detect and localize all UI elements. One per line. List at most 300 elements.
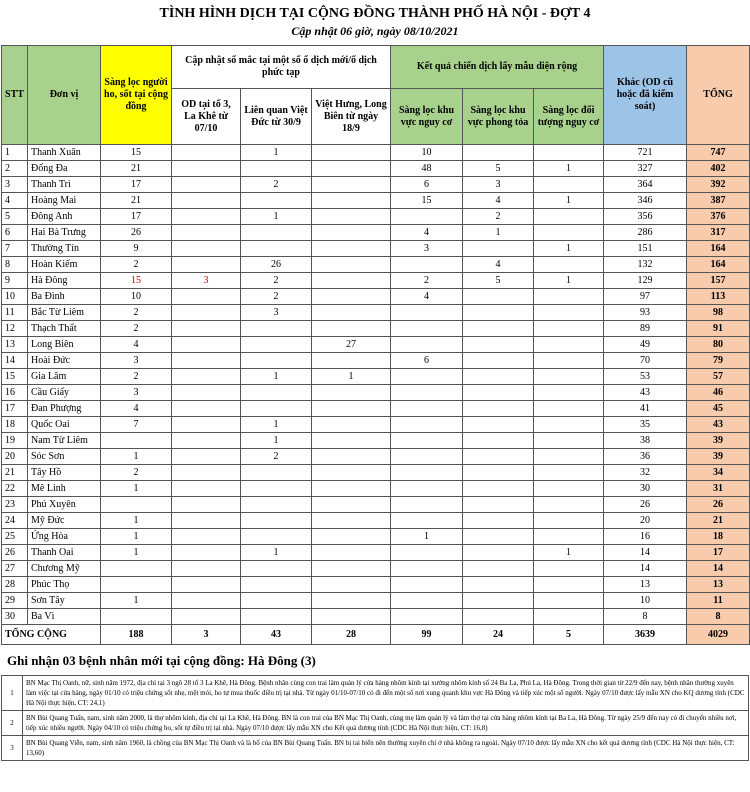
cell-unit: Đống Đa <box>28 161 101 177</box>
cell-campaign3 <box>534 449 604 465</box>
cell-screening <box>101 561 172 577</box>
cell-cluster2 <box>241 609 312 625</box>
report-subtitle: Cập nhật 06 giờ, ngày 08/10/2021 <box>291 24 459 38</box>
cell-total: 21 <box>687 513 750 529</box>
cell-campaign1 <box>391 481 463 497</box>
cell-campaign1 <box>391 369 463 385</box>
cell-total: 45 <box>687 401 750 417</box>
cell-other: 41 <box>604 401 687 417</box>
cell-other: 286 <box>604 225 687 241</box>
cell-cluster1 <box>172 305 241 321</box>
cell-campaign1: 48 <box>391 161 463 177</box>
cell-cluster1 <box>172 433 241 449</box>
cell-total: 392 <box>687 177 750 193</box>
cell-total: 8 <box>687 609 750 625</box>
note-number: 1 <box>2 676 23 711</box>
cell-campaign2 <box>463 321 534 337</box>
table-row <box>2 497 750 513</box>
cell-screening: 9 <box>101 241 172 257</box>
cell-cluster2 <box>241 321 312 337</box>
cell-screening: 26 <box>101 225 172 241</box>
cell-total: 18 <box>687 529 750 545</box>
cell-cluster1 <box>172 145 241 161</box>
cell-other: 346 <box>604 193 687 209</box>
table-body <box>2 145 750 625</box>
cell-campaign3 <box>534 225 604 241</box>
cell-cluster1 <box>172 449 241 465</box>
cell-unit: Ứng Hòa <box>28 529 101 545</box>
cell-campaign1: 2 <box>391 273 463 289</box>
cell-campaign1 <box>391 609 463 625</box>
cell-campaign3: 1 <box>534 241 604 257</box>
cell-campaign2 <box>463 497 534 513</box>
cell-stt: 24 <box>2 513 28 529</box>
cell-campaign1 <box>391 449 463 465</box>
cell-other: 97 <box>604 289 687 305</box>
cell-screening <box>101 497 172 513</box>
cell-campaign3 <box>534 177 604 193</box>
cell-unit: Thạch Thất <box>28 321 101 337</box>
cell-other: 14 <box>604 561 687 577</box>
totals-cluster2: 43 <box>241 625 312 645</box>
cell-stt: 4 <box>2 193 28 209</box>
cell-cluster3 <box>312 593 391 609</box>
cell-campaign2 <box>463 337 534 353</box>
cell-stt: 30 <box>2 609 28 625</box>
cell-screening: 3 <box>101 385 172 401</box>
cell-campaign2 <box>463 369 534 385</box>
cell-unit: Hoài Đức <box>28 353 101 369</box>
cell-campaign2 <box>463 401 534 417</box>
cell-other: 49 <box>604 337 687 353</box>
cell-cluster1 <box>172 337 241 353</box>
cell-cluster3 <box>312 465 391 481</box>
cell-stt: 6 <box>2 225 28 241</box>
cell-unit: Hà Đông <box>28 273 101 289</box>
totals-label: TỔNG CỘNG <box>2 625 101 645</box>
cell-unit: Đan Phượng <box>28 401 101 417</box>
cell-stt: 23 <box>2 497 28 513</box>
cell-screening: 2 <box>101 305 172 321</box>
table-row <box>2 337 750 353</box>
cell-campaign2: 5 <box>463 161 534 177</box>
cell-campaign2 <box>463 289 534 305</box>
cell-unit: Gia Lâm <box>28 369 101 385</box>
table-row <box>2 401 750 417</box>
cell-cluster1 <box>172 385 241 401</box>
table-row <box>2 369 750 385</box>
cell-cluster2 <box>241 241 312 257</box>
cell-unit: Bắc Từ Liêm <box>28 305 101 321</box>
cell-cluster3 <box>312 481 391 497</box>
cell-campaign2 <box>463 417 534 433</box>
cell-unit: Nam Từ Liêm <box>28 433 101 449</box>
cell-cluster2: 2 <box>241 273 312 289</box>
cell-cluster2: 1 <box>241 417 312 433</box>
cell-other: 38 <box>604 433 687 449</box>
cell-cluster1 <box>172 481 241 497</box>
cell-cluster1 <box>172 225 241 241</box>
cell-campaign2 <box>463 305 534 321</box>
cell-cluster3 <box>312 321 391 337</box>
cell-cluster3 <box>312 561 391 577</box>
cell-stt: 19 <box>2 433 28 449</box>
cell-total: 13 <box>687 577 750 593</box>
header-stt: STT <box>2 46 28 145</box>
cell-campaign1: 3 <box>391 241 463 257</box>
table-row <box>2 225 750 241</box>
cell-screening: 1 <box>101 593 172 609</box>
cell-total: 57 <box>687 369 750 385</box>
cell-total: 402 <box>687 161 750 177</box>
cell-campaign3 <box>534 257 604 273</box>
cell-campaign2 <box>463 465 534 481</box>
table-row <box>2 433 750 449</box>
cell-unit: Đông Anh <box>28 209 101 225</box>
cell-other: 14 <box>604 545 687 561</box>
table-row <box>2 241 750 257</box>
cell-campaign2: 2 <box>463 209 534 225</box>
cell-total: 43 <box>687 417 750 433</box>
cell-unit: Thanh Trì <box>28 177 101 193</box>
cell-campaign3 <box>534 561 604 577</box>
cell-unit: Mê Linh <box>28 481 101 497</box>
cell-campaign2 <box>463 561 534 577</box>
table-row <box>2 321 750 337</box>
header-cluster-viet-hung: Việt Hưng, Long Biên từ ngày 18/9 <box>312 89 391 145</box>
cell-other: 8 <box>604 609 687 625</box>
note-row <box>2 711 749 736</box>
cell-campaign3 <box>534 401 604 417</box>
cell-stt: 7 <box>2 241 28 257</box>
header-unit: Đơn vị <box>28 46 101 145</box>
cell-stt: 9 <box>2 273 28 289</box>
header-cluster-viet-duc: Liên quan Việt Đức từ 30/9 <box>241 89 312 145</box>
cell-cluster3 <box>312 161 391 177</box>
totals-campaign2: 24 <box>463 625 534 645</box>
cell-campaign1 <box>391 577 463 593</box>
cell-stt: 13 <box>2 337 28 353</box>
cell-cluster2 <box>241 497 312 513</box>
header-cluster-la-khe: OD tại tổ 3, La Khê từ 07/10 <box>172 89 241 145</box>
cell-total: 98 <box>687 305 750 321</box>
cell-cluster2: 26 <box>241 257 312 273</box>
cell-unit: Ba Đình <box>28 289 101 305</box>
table-row <box>2 417 750 433</box>
cell-other: 129 <box>604 273 687 289</box>
cell-campaign1 <box>391 417 463 433</box>
totals-screening: 188 <box>101 625 172 645</box>
table-row <box>2 209 750 225</box>
cell-cluster2 <box>241 465 312 481</box>
totals-cluster3: 28 <box>312 625 391 645</box>
cell-campaign3 <box>534 609 604 625</box>
cell-cluster3 <box>312 193 391 209</box>
cell-cluster1 <box>172 529 241 545</box>
cell-campaign1 <box>391 513 463 529</box>
table-row <box>2 289 750 305</box>
cell-total: 387 <box>687 193 750 209</box>
cell-unit: Chương Mỹ <box>28 561 101 577</box>
cell-campaign3 <box>534 481 604 497</box>
cell-campaign3 <box>534 465 604 481</box>
cell-total: 11 <box>687 593 750 609</box>
notes-table <box>1 675 749 761</box>
cell-other: 16 <box>604 529 687 545</box>
cell-cluster2: 1 <box>241 545 312 561</box>
cell-cluster1 <box>172 401 241 417</box>
cell-campaign3 <box>534 353 604 369</box>
cell-cluster2 <box>241 385 312 401</box>
cell-campaign2 <box>463 145 534 161</box>
cell-cluster2 <box>241 225 312 241</box>
cell-cluster2 <box>241 529 312 545</box>
cell-stt: 17 <box>2 401 28 417</box>
cell-campaign3 <box>534 289 604 305</box>
cell-cluster2 <box>241 353 312 369</box>
cell-cluster1 <box>172 209 241 225</box>
report-page <box>1 0 749 761</box>
cell-campaign3 <box>534 417 604 433</box>
cell-cluster1 <box>172 321 241 337</box>
cell-other: 20 <box>604 513 687 529</box>
cell-screening: 1 <box>101 529 172 545</box>
table-row <box>2 577 750 593</box>
note-row <box>2 736 749 761</box>
cell-campaign2 <box>463 353 534 369</box>
cell-campaign3: 1 <box>534 273 604 289</box>
cell-campaign3 <box>534 529 604 545</box>
totals-other: 3639 <box>604 625 687 645</box>
cell-other: 70 <box>604 353 687 369</box>
cell-campaign2 <box>463 529 534 545</box>
note-text: BN Bùi Quang Tuấn, nam, sinh năm 2000, là thợ nhôm kính, địa chỉ tại La Khê, Hà Đông. BN là con trai của BN Mạc Thị Oanh, cùng mẹ làm quản lý và làm thợ tại cửa hàng nhôm kính tại Ba La, Hà Đông. Từ ngày 25/9 đến nay có đi chuyển nhiều nơi, tiếp xúc nhiều người. Ngày 04/10 có triệu chứng ho, sốt tự điều trị tại nhà. Ngày 07/10 được lấy mẫu XN cho Kết quả dương tính (CDC Hà Nội thực hiện, CT: 16,8) <box>23 711 749 736</box>
cell-unit: Cầu Giấy <box>28 385 101 401</box>
cell-campaign2 <box>463 593 534 609</box>
table-row <box>2 449 750 465</box>
cell-campaign2 <box>463 609 534 625</box>
cell-cluster3 <box>312 257 391 273</box>
totals-total: 4029 <box>687 625 750 645</box>
cell-total: 376 <box>687 209 750 225</box>
cell-total: 747 <box>687 145 750 161</box>
cell-screening: 10 <box>101 289 172 305</box>
cell-cluster3 <box>312 417 391 433</box>
cell-cluster2 <box>241 481 312 497</box>
cell-stt: 22 <box>2 481 28 497</box>
cases-table <box>1 45 750 645</box>
cell-campaign2: 4 <box>463 257 534 273</box>
cell-campaign1: 6 <box>391 177 463 193</box>
cell-cluster2 <box>241 513 312 529</box>
cell-campaign1 <box>391 465 463 481</box>
cell-campaign3: 1 <box>534 193 604 209</box>
cell-cluster3 <box>312 209 391 225</box>
cell-total: 14 <box>687 561 750 577</box>
cell-cluster2: 2 <box>241 177 312 193</box>
cell-campaign3 <box>534 593 604 609</box>
cell-cluster2: 1 <box>241 369 312 385</box>
cell-unit: Long Biên <box>28 337 101 353</box>
note-number: 2 <box>2 711 23 736</box>
cell-total: 79 <box>687 353 750 369</box>
header-campaign-risk-people: Sàng lọc đối tượng nguy cơ <box>534 89 604 145</box>
cell-total: 17 <box>687 545 750 561</box>
table-row <box>2 353 750 369</box>
cell-screening: 2 <box>101 321 172 337</box>
cell-cluster3: 1 <box>312 369 391 385</box>
cell-cluster1 <box>172 241 241 257</box>
cell-campaign2 <box>463 513 534 529</box>
cell-campaign3 <box>534 513 604 529</box>
cell-campaign2 <box>463 449 534 465</box>
table-row <box>2 385 750 401</box>
cell-cluster1 <box>172 545 241 561</box>
cell-cluster1 <box>172 177 241 193</box>
table-row <box>2 481 750 497</box>
cell-screening: 3 <box>101 353 172 369</box>
cell-cluster2 <box>241 561 312 577</box>
table-row <box>2 529 750 545</box>
table-row <box>2 513 750 529</box>
header-other: Khác (OD cũ hoặc đã kiểm soát) <box>604 46 687 145</box>
cell-stt: 3 <box>2 177 28 193</box>
cell-other: 93 <box>604 305 687 321</box>
cell-cluster3 <box>312 401 391 417</box>
cell-screening: 1 <box>101 481 172 497</box>
cell-cluster3 <box>312 545 391 561</box>
cell-screening: 17 <box>101 177 172 193</box>
cell-unit: Tây Hồ <box>28 465 101 481</box>
cell-unit: Hai Bà Trưng <box>28 225 101 241</box>
cell-unit: Sóc Sơn <box>28 449 101 465</box>
cell-stt: 18 <box>2 417 28 433</box>
cell-campaign3 <box>534 321 604 337</box>
cell-campaign1 <box>391 385 463 401</box>
cell-campaign3 <box>534 577 604 593</box>
cell-cluster1 <box>172 193 241 209</box>
cell-other: 151 <box>604 241 687 257</box>
notes-body <box>2 676 749 761</box>
table-row <box>2 145 750 161</box>
cell-other: 32 <box>604 465 687 481</box>
cell-unit: Sơn Tây <box>28 593 101 609</box>
cell-other: 13 <box>604 577 687 593</box>
cell-stt: 14 <box>2 353 28 369</box>
header-campaign-risk-area: Sàng lọc khu vực nguy cơ <box>391 89 463 145</box>
cell-campaign2 <box>463 385 534 401</box>
cell-campaign3 <box>534 305 604 321</box>
cell-campaign2 <box>463 433 534 449</box>
cell-campaign1: 4 <box>391 289 463 305</box>
totals-campaign3: 5 <box>534 625 604 645</box>
header-total: TỔNG <box>687 46 750 145</box>
cell-total: 26 <box>687 497 750 513</box>
cell-cluster2: 1 <box>241 209 312 225</box>
cell-cluster1 <box>172 465 241 481</box>
totals-cluster1: 3 <box>172 625 241 645</box>
cell-cluster3 <box>312 513 391 529</box>
notes-title: Ghi nhận 03 bệnh nhân mới tại cộng đồng: Hà Đông (3) <box>7 653 316 668</box>
cell-stt: 16 <box>2 385 28 401</box>
cell-total: 91 <box>687 321 750 337</box>
cell-cluster3 <box>312 385 391 401</box>
cell-campaign1: 15 <box>391 193 463 209</box>
cell-stt: 2 <box>2 161 28 177</box>
cell-campaign1 <box>391 305 463 321</box>
cell-campaign3 <box>534 337 604 353</box>
cell-stt: 1 <box>2 145 28 161</box>
cell-other: 26 <box>604 497 687 513</box>
cell-total: 157 <box>687 273 750 289</box>
cell-cluster2: 1 <box>241 433 312 449</box>
cell-campaign1 <box>391 209 463 225</box>
cell-cluster3 <box>312 177 391 193</box>
cell-campaign2: 3 <box>463 177 534 193</box>
header-campaign-group: Kết quả chiến dịch lấy mẫu diện rộng <box>391 46 604 89</box>
cell-cluster2 <box>241 577 312 593</box>
cell-stt: 5 <box>2 209 28 225</box>
note-row <box>2 676 749 711</box>
cell-cluster1 <box>172 497 241 513</box>
cell-cluster1 <box>172 289 241 305</box>
cell-campaign1 <box>391 321 463 337</box>
cell-stt: 15 <box>2 369 28 385</box>
table-row <box>2 609 750 625</box>
cell-cluster2: 1 <box>241 145 312 161</box>
header-campaign-lockdown: Sàng lọc khu vực phong tỏa <box>463 89 534 145</box>
cell-stt: 29 <box>2 593 28 609</box>
cell-screening: 15 <box>101 145 172 161</box>
cell-campaign1 <box>391 433 463 449</box>
cell-cluster1 <box>172 561 241 577</box>
table-row <box>2 545 750 561</box>
cell-campaign2: 1 <box>463 225 534 241</box>
cell-campaign1 <box>391 401 463 417</box>
cell-other: 132 <box>604 257 687 273</box>
cell-total: 34 <box>687 465 750 481</box>
note-text: BN Mạc Thị Oanh, nữ, sinh năm 1972, địa chỉ tại 3 ngõ 28 tổ 3 La Khê, Hà Đông. Bệnh nhân cùng con trai làm quản lý cửa hàng nhôm kính tại xưởng nhôm kính số 24 Ba La, Phú La, Hà Đông. Trong thời gian từ 22/9 đến nay, bệnh nhân thường xuyên làm việc tại cửa hàng, ngày 01/10 có triệu chứng sốt nhẹ, mệt mỏi, ho tự mua thuốc điều trị tại nhà. Từ ngày 01/10-07/10 có đi đến một số nơi xung quanh khu vực Hà Đông và tiếp xúc một số người. Ngày 07/10 được lấy mẫu XN cho KQ dương tính (CDC Hà Nội thực hiện, CT: 24,1) <box>23 676 749 711</box>
cell-cluster3 <box>312 609 391 625</box>
cell-campaign3 <box>534 209 604 225</box>
cell-cluster1 <box>172 369 241 385</box>
table-row <box>2 593 750 609</box>
cell-unit: Thanh Oai <box>28 545 101 561</box>
cell-campaign2 <box>463 545 534 561</box>
table-row <box>2 177 750 193</box>
cell-cluster2: 2 <box>241 449 312 465</box>
cell-cluster3: 27 <box>312 337 391 353</box>
totals-row <box>2 625 750 645</box>
cell-cluster1 <box>172 593 241 609</box>
cell-cluster3 <box>312 577 391 593</box>
cell-campaign1: 10 <box>391 145 463 161</box>
cell-screening: 1 <box>101 545 172 561</box>
cell-cluster2 <box>241 593 312 609</box>
cell-campaign1: 1 <box>391 529 463 545</box>
cell-stt: 28 <box>2 577 28 593</box>
note-text: BN Bùi Quang Viễn, nam, sinh năm 1960, là chồng của BN Mạc Thị Oanh và là bố của BN Bùi Quang Tuấn. BN bị tai biến nên thường xuyên chỉ ở nhà không ra ngoài. Ngày 07/10 được lấy mẫu XN cho kết quả dương tính (CDC Hà Nội thực hiện, CT: 13,60) <box>23 736 749 761</box>
cell-screening: 2 <box>101 465 172 481</box>
cell-unit: Thanh Xuân <box>28 145 101 161</box>
table-row <box>2 161 750 177</box>
header-screening: Sàng lọc người ho, sốt tại cộng đồng <box>101 46 172 145</box>
cell-total: 164 <box>687 241 750 257</box>
cell-screening <box>101 609 172 625</box>
cell-screening <box>101 577 172 593</box>
cell-stt: 20 <box>2 449 28 465</box>
cell-campaign1: 6 <box>391 353 463 369</box>
